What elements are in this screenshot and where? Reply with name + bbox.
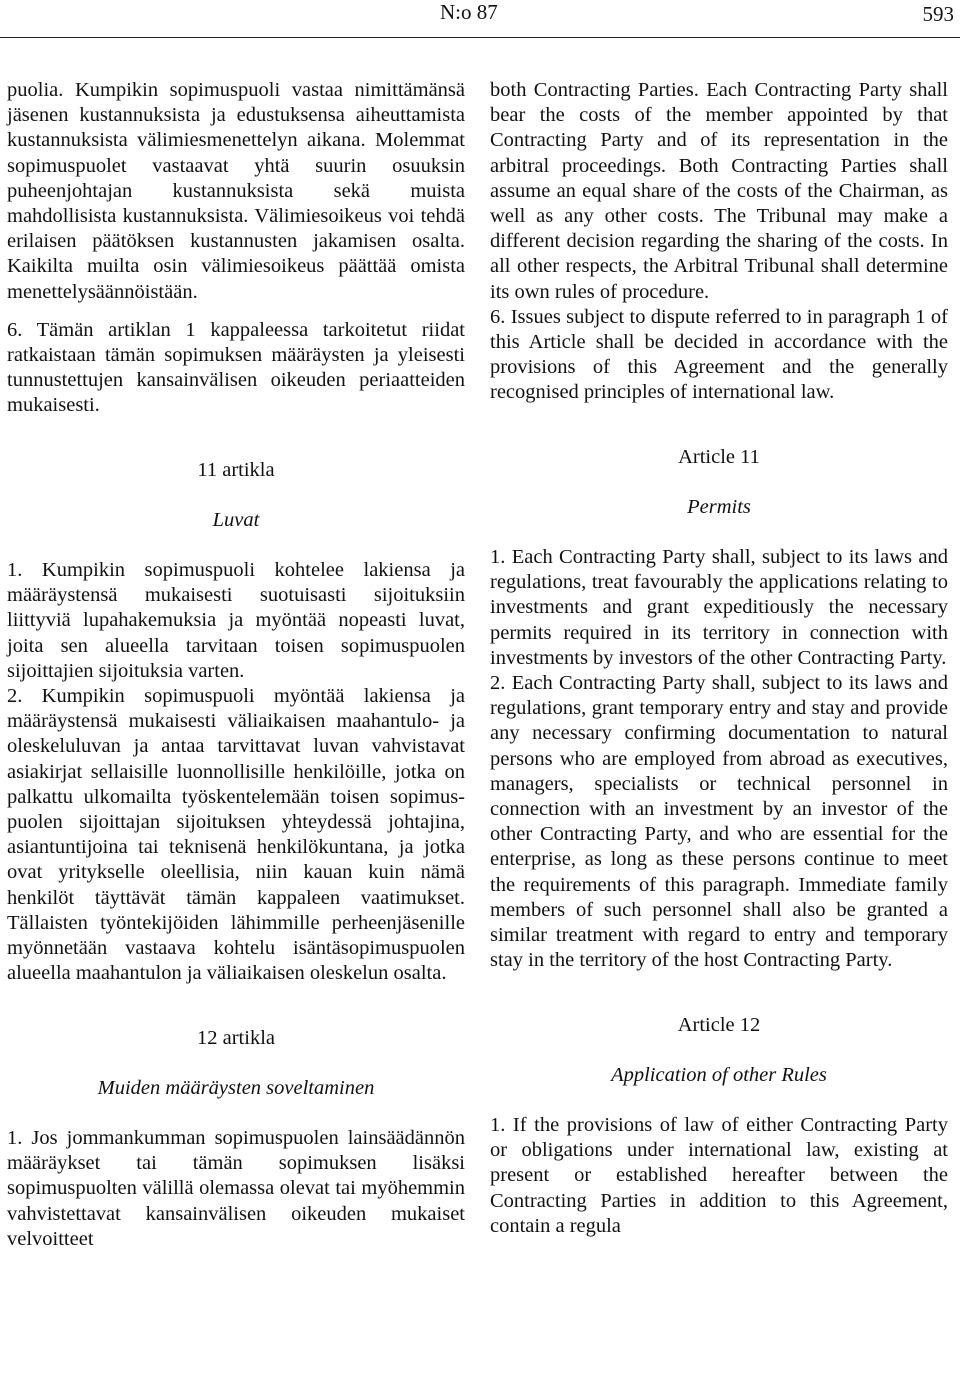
article-11-heading: 11 artikla: [197, 458, 275, 481]
article-12-title: Muiden määräysten soveltaminen: [97, 1076, 375, 1099]
article-12-paragraph-1: 1. Jos jommankumman sopimuspuolen lainsäädännön määräykset tai tämän sopimuksen lisäksi sopimuspuolten välillä olemassa olevat tai myöhemmin vahvistettavat kansainvälisen oikeuden mukaiset velvoitteet: [7, 1126, 465, 1250]
article-11-paragraph-2: 2. Kumpikin sopimuspuoli myöntää lakiensa ja määräystensä mukaisesti väliaikaisen maahantulo- ja oleskeluluvan ja antaa tarvittavat luvan vahvistavat asiakirjat sellaisille luonnollisille henkilöille, jotka on palkattu ulkomailta työskentelemään toisen sopimuspuolen sijoittajan sijoituksen yhteydessä johtajina, asiantuntijoina tai teknisenä henkilökuntana, ja jotka ovat yritykselle oleellisia, niin kauan kuin nämä henkilöt täyttävät tämän kappaleen vaatimukset. Tällaisten työntekijöiden lähimmille perheenjäsenille myönnetään vastaava kohtelu isäntäsopimuspuolen alueella maahantulon ja väliaikaisen oleskelun osalta.: [7, 685, 465, 985]
article-11-heading: Article 11: [678, 445, 760, 468]
article-12-heading: 12 artikla: [197, 1026, 275, 1049]
paragraph-continued: both Contracting Parties. Each Contracting Party shall bear the costs of the member appointed by that Contracting Party and of its representation in the arbitral proceedings. Both Contracting Parties shall assume an equal share of the costs of the Chairman, as well as any other costs. The Tribunal may make a different decision regarding the sharing of the costs. In all other respects, the Arbitral Tribunal shall determine its own rules of procedure.: [490, 79, 948, 303]
article-12-paragraph-1: 1. If the provisions of law of either Contracting Party or obligations under international law, existing at present or established hereafter between the Contracting Parties in addition to this Agreement, contain a regula: [490, 1113, 948, 1237]
article-12-title: Application of other Rules: [611, 1063, 827, 1086]
finnish-column: [7, 78, 465, 1252]
article-11-paragraph-1: 1. Each Contracting Party shall, subject to its laws and regulations, treat favourably the applications relating to investments and grant expeditiously the necessary permits required in its territory in connection with investments by investors of the other Contracting Party.: [490, 546, 948, 669]
article-11-title: Luvat: [212, 508, 260, 531]
article-11-title: Permits: [687, 495, 751, 518]
article-12-heading: Article 12: [677, 1013, 761, 1036]
header-divider: [0, 37, 960, 38]
article-11-paragraph-2: 2. Each Contracting Party shall, subject to its laws and regulations, grant temporary entry and stay and provide any necessary confirming documentation to natural persons who are employed from abroad as executives, managers, specialists or technical personnel in connection with an investment by an investor of the other Contracting Party, and who are essential for the enterprise, as long as these persons continue to meet the requirements of this paragraph. Immediate family members of such personnel shall also be granted a similar treatment with regard to entry and temporary stay in the territory of the host Contracting Party.: [490, 672, 948, 972]
paragraph-6: 6. Issues subject to dispute referred to in paragraph 1 of this Article shall be decided in accordance with the provisions of this Agreement and the generally recognised principles of international law.: [490, 305, 948, 404]
page-number: 593: [922, 2, 954, 26]
issue-number: N:o 87: [440, 0, 498, 24]
article-11-paragraph-1: 1. Kumpikin sopimuspuoli kohtelee lakiensa ja määräystensä mukaisesti suotuisasti sijoituksiin liittyviä lupahakemuksia ja myöntää nopeasti luvat, joita sen alueella tarvitaan toisen sopimuspuolen sijoittajien sijoituksia varten.: [7, 559, 465, 682]
paragraph-6: 6. Tämän artiklan 1 kappaleessa tarkoitetut riidat ratkaistaan tämän sopimuksen määräysten ja yleisesti tunnustettujen kansainvälisen oikeuden periaatteiden mukaisesti.: [7, 318, 465, 417]
paragraph-continued: puolia. Kumpikin sopimuspuoli vastaa nimittämänsä jäsenen kustannuksista ja edustuksensa aiheuttamista kustannuksista välimiesmenettelyn aikana. Molemmat sopimuspuolet vastaavat yhtä suurin osuuksin puheenjohtajan kustannuksista sekä muista mahdollisista kustannuksista. Välimiesoikeus voi tehdä erilaisen päätöksen kustannusten jakamisen osalta. Kaikilta muilta osin välimiesoikeus päättää omista menettelysäännöistään.: [7, 79, 465, 303]
english-column: [490, 78, 948, 1239]
